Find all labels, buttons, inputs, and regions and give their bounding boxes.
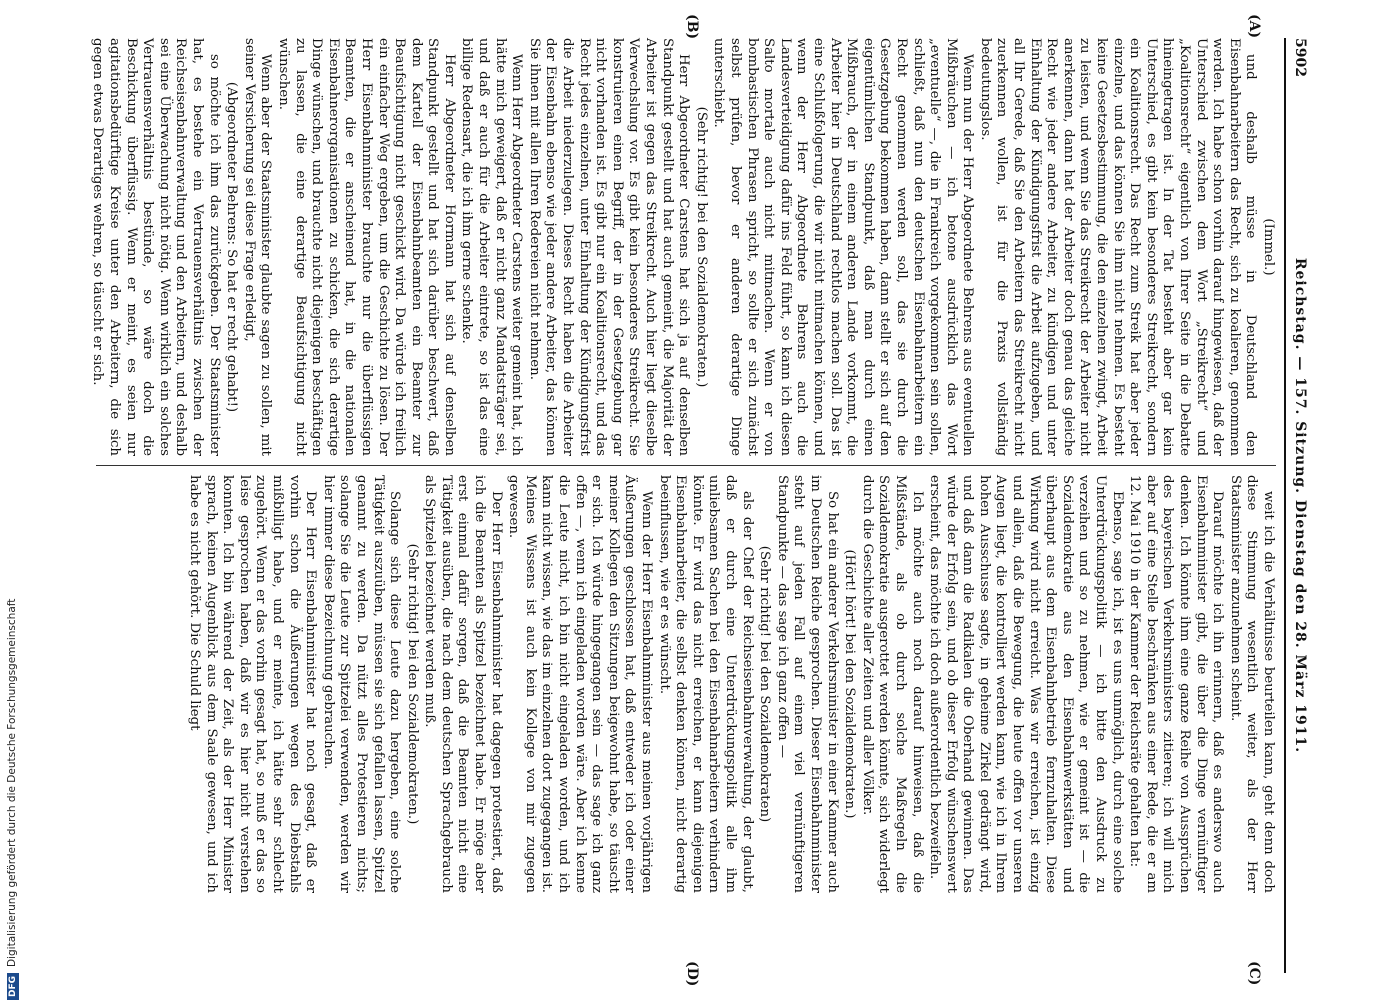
- paragraph: weit ich die Verhältnisse beurteilen kann, geht denn doch diese Stimmung wesentlich weiter, als der Herr Staatsminister anzunehmen scheint.: [1227, 475, 1276, 893]
- paragraph: (Sehr richtig! bei den Sozialdemokraten.): [404, 543, 420, 825]
- paragraph: Wenn nun der Herr Abgeordnete Behrens aus eventuellen Mißbräuchen — ich betone ausdrücklich das Wort „eventuelle“ —, die in Frankreich vorgekommen sein sollen, schließt, daß nun den deutschen Eisenbahnarbeitern ein Recht genommen werden soll, das sie durch die Gesetzgebung bekommen haben, dann stellt er sich auf den eigentümlichen Standpunkt, daß man durch einen Mißbrauch, der in einem anderen Lande vorkommt, die Arbeiter hier in Deutschland rechtlos machen soll. Das ist eine Schlußfolgerung, die wir nicht mitmachen können, und wenn der Herr Abgeordnete Behrens auch die Landesverteidigung dafür ins Feld führt, so kann ich diesen Salto mortale auch nicht mitmachen. Wenn er von bombastischen Phrasen spricht, so sollte er sich zunächst selbst prüfen, bevor er anderen derartige Dinge unterschiebt.: [711, 38, 976, 456]
- paragraph: Wenn der Herr Eisenbahnminister aus meinen vorjährigen Äußerungen geschlossen hat, daß entweder ich oder einer meiner Kollegen den Sitzungen beigewohnt habe, so täuscht er sich. Ich würde hingegangen sein — das sage ich ganz offen —, wenn ich eingeladen worden wäre. Aber ich kenne die Leute nicht, ich bin nicht eingeladen worden, und ich kann nicht wissen, wie das im einzelnen dort zugegangen ist. Meines Wissens ist auch kein Kollege von mir zugegen gewesen.: [506, 475, 655, 893]
- paragraph: So hat ein anderer Verkehrsminister in einer Kammer auch im Deutschen Reiche gesprochen. Dieser Eisenbahnminister steht auf jeden Fall auf einem viel vernünftigeren Standpunkte — das sage ich ganz offen —: [774, 475, 840, 893]
- paragraph: Der Herr Eisenbahnminister hat noch gesagt, daß er vorhin schon die Äußerungen wegen des Diebstahls mißbilligt habe, und er meinte, ich hätte sehr schlecht zugehört. Wenn er das vorhin gesagt hat, so muß er das so leise gesprochen haben, daß wir es hier nicht verstehen konnten. Ich bin während der Zeit, als der Herr Minister sprach, keinen Augenblick aus dem Saale gewesen, und ich habe es nicht gehört. Die Schuld liegt: [187, 475, 319, 893]
- paragraph: als der Chef der Reichseisenbahnverwaltung, der glaubt, daß er durch eine Unterdrückungspolitik alle ihm unliebsamen Sachen bei den Eisenbahnarbeitern verhindern könnte. Er wird das nicht erreichen, er kann diejenigen Eisenbahnarbeiter, die selbst denken können, nicht derartig beeinflussen, wie er es wünscht.: [656, 475, 755, 893]
- paragraph: und deshalb müsse in Deutschland den Eisenbahnarbeitern das Recht, sich zu koalieren, genommen werden. Ich habe schon vorhin darauf hingewiesen, daß der Unterschied zwischen dem Wort „Streikrecht“ und „Koalitionsrecht“ eigentlich von Ihrer Seite in die Debatte hineingetragen ist. In der Tat besteht aber gar kein Unterschied, es gibt kein besonderes Streikrecht, sondern ein Koalitionsrecht. Das Recht zum Streik hat aber jeder einzelne, und das können Sie ihm nicht nehmen. Es besteht keine Gesetzesbestimmung, die den einzelnen zwingt, Arbeit zu leisten, und wenn Sie das Streikrecht der Arbeiter nicht anerkennen, dann hat der Arbeiter doch genau das gleiche Recht wie jeder andere Arbeiter, zu kündigen und unter Einhaltung der Kündigungsfrist die Arbeit aufzugeben, und all Ihr Gerede, daß Sie den Arbeitern das Streikrecht nicht zuerkennen wollen, ist für die Praxis vollständig bedeutungslos.: [977, 38, 1259, 456]
- paragraph: so möchte ich ihm das zurückgeben. Der Staatsminister hat, es bestehe ein Vertrauensverhältnis zwischen der Reichseisenbahnverwaltung und den Arbeitern, und deshalb sei eine Überwachung nicht nötig. Wenn wirklich ein solches Vertrauensverhältnis bestünde, so wäre doch die Beschickung überflüssig. Wenn er meint, es seien nur agitationsbedürftige Kreise unter den Arbeitern, die sich gegen etwas Derartiges wehren, so täuscht er sich.: [90, 38, 222, 456]
- dfg-logo: DFG: [7, 973, 19, 1000]
- paragraph: (Abgeordneter Behrens: So hat er recht gehabt!): [224, 81, 240, 413]
- right-column: [96, 475, 1276, 893]
- paragraph: Herr Abgeordneter Hormann hat sich auf denselben Standpunkt gestellt und hat sich darüber beschwert, daß dem Kartell der Eisenbahnbeamten ein Beamter zur Beaufsichtigung nicht geschickt wird. Da würde ich freilich ein einfacher Weg ergeben, um die Geschichte zu lösen. Der Herr Eisenbahnminister brauchte nur die überflüssigen Beamten, die er anscheinend hat, in die nationalen Eisenbahnerorganisationen zu schicken, die sich derartige Dinge wünschen, und brauchte nicht diejenigen beschäftigen zu lassen, die eine derartige Beaufsichtigung nicht wünschen.: [275, 38, 457, 456]
- header-title: Reichstag. — 157. Sitzung. Dienstag den 28. März 1911.: [1292, 257, 1308, 754]
- left-column: [90, 38, 1276, 456]
- paragraph: (Sehr richtig! bei den Sozialdemokraten): [757, 545, 773, 823]
- rotated-page-content: [70, 14, 1310, 987]
- paragraph: Ich möchte auch noch darauf hinweisen, daß die Mißstände, als ob durch solche Maßregeln die Sozialdemokratie ausgerottet werden könnte, sich widerlegt durch die Geschichte aller Zeiten und aller Völker.: [859, 475, 925, 893]
- funding-note: [6, 400, 24, 1000]
- paragraph: Der Herr Eisenbahnminister hat dagegen protestiert, daß ich die Beamten als Spitzel bezeichnet habe. Er möge aber erst einmal dafür sorgen, daß die Beamten nicht eine Tätigkeit ausüben, die nach dem deutschen Sprachgebrauch als Spitzelei bezeichnet werden muß.: [422, 475, 504, 893]
- margin-marker-a: (A): [1246, 14, 1262, 39]
- page-number: 5902: [1292, 38, 1308, 77]
- paragraph: Herr Abgeordneter Carstens hat sich ja auf denselben Standpunkt gestellt und hat auch gemeint, die Majorität der Arbeiter ist gegen das Streikrecht. Auch hier liegt dieselbe Verwechslung vor. Es gibt kein besonderes Streikrecht. Sie konstruieren einen Begriff, der in der Gesetzgebung gar nicht vorhanden ist. Es gibt nur ein Koalitionsrecht, und das Recht jedes einzelnen, unter Einhaltung der Kündigungsfrist die Arbeit niederzulegen. Dieses Recht haben die Arbeiter der Eisenbahn ebenso wie jeder andere Arbeiter, das können Sie ihnen mit allen Ihren Redereien nicht nehmen.: [526, 38, 692, 456]
- paragraph: Solange sich diese Leute dazu hergeben, eine solche Tätigkeit auszuüben, müssen sie sich gefallen lassen, Spitzel genannt zu werden. Da nützt alles Protestieren nichts; solange Sie die Leute zur Spitzelei verwenden, werden wir hier immer diese Bezeichnung gebrauchen.: [320, 475, 403, 893]
- paragraph: Wenn Herr Abgeordneter Carstens weiter gemeint hat, ich hätte mich geweigert, daß er nicht ganz Mandatsträger sei, und daß er auch für die Arbeiter eintrete, so ist das eine billige Redensart, die ich ihm gerne schenke.: [459, 38, 525, 456]
- paragraph: (Hört! hört! bei den Sozialdemokraten.): [842, 549, 858, 819]
- column-divider: [96, 465, 1276, 466]
- paragraph: Ebenso, sage ich, ist es uns unmöglich, durch eine solche Unterdrückungspolitik — ich bitte den Ausdruck zu verzeihen und so zu nehmen, wie er gemeint ist — die Sozialdemokratie aus den Eisenbahnwerkstätten und überhaupt aus dem Eisenbahnbetrieb fernzuhalten. Diese Wirkung wird nicht erreicht. Was wir erreichen, ist einzig und allein, daß die Bewegung, die heute offen vor unseren Augen liegt, die kontrolliert werden kann, wie ich in Ihrem hohen Ausschusse sagte, in geheime Zirkel gedrängt wird, und daß dann die Radikalen die Oberhand gewinnen. Das würde der Erfolg sein, und ob dieser Erfolg wünschenswert erscheint, das möchte ich doch außerordentlich bezweifeln.: [927, 475, 1125, 893]
- header-rule: [1284, 38, 1286, 973]
- running-header: [1284, 38, 1310, 973]
- paragraph: Wenn aber der Staatsminister glaubte sagen zu sollen, mit seiner Versicherung sei diese Frage erledigt,: [241, 38, 274, 456]
- paragraph: (Immel.): [1261, 218, 1276, 276]
- margin-marker-d: (D): [684, 961, 700, 987]
- margin-marker-b: (B): [684, 14, 700, 40]
- funding-note-text: Digitalisierung gefördert durch die Deutsche Forschungsgemeinschaft: [6, 598, 18, 967]
- margin-marker-c: (C): [1246, 961, 1262, 986]
- paragraph: (Sehr richtig! bei den Sozialdemokraten.): [693, 106, 709, 388]
- paragraph: Darauf möchte ich ihn erinnern, daß es anderswo auch Eisenbahnminister gibt, die über die Dinge vernünftiger denken. Ich könnte ihm eine ganze Reihe von Aussprüchen des bayerischen Verkehrsministers zitieren; ich will mich aber auf eine Stelle beschränken aus einer Rede, die er am 12. Mai 1910 in der Kammer der Reichsräte gehalten hat:: [1127, 475, 1226, 893]
